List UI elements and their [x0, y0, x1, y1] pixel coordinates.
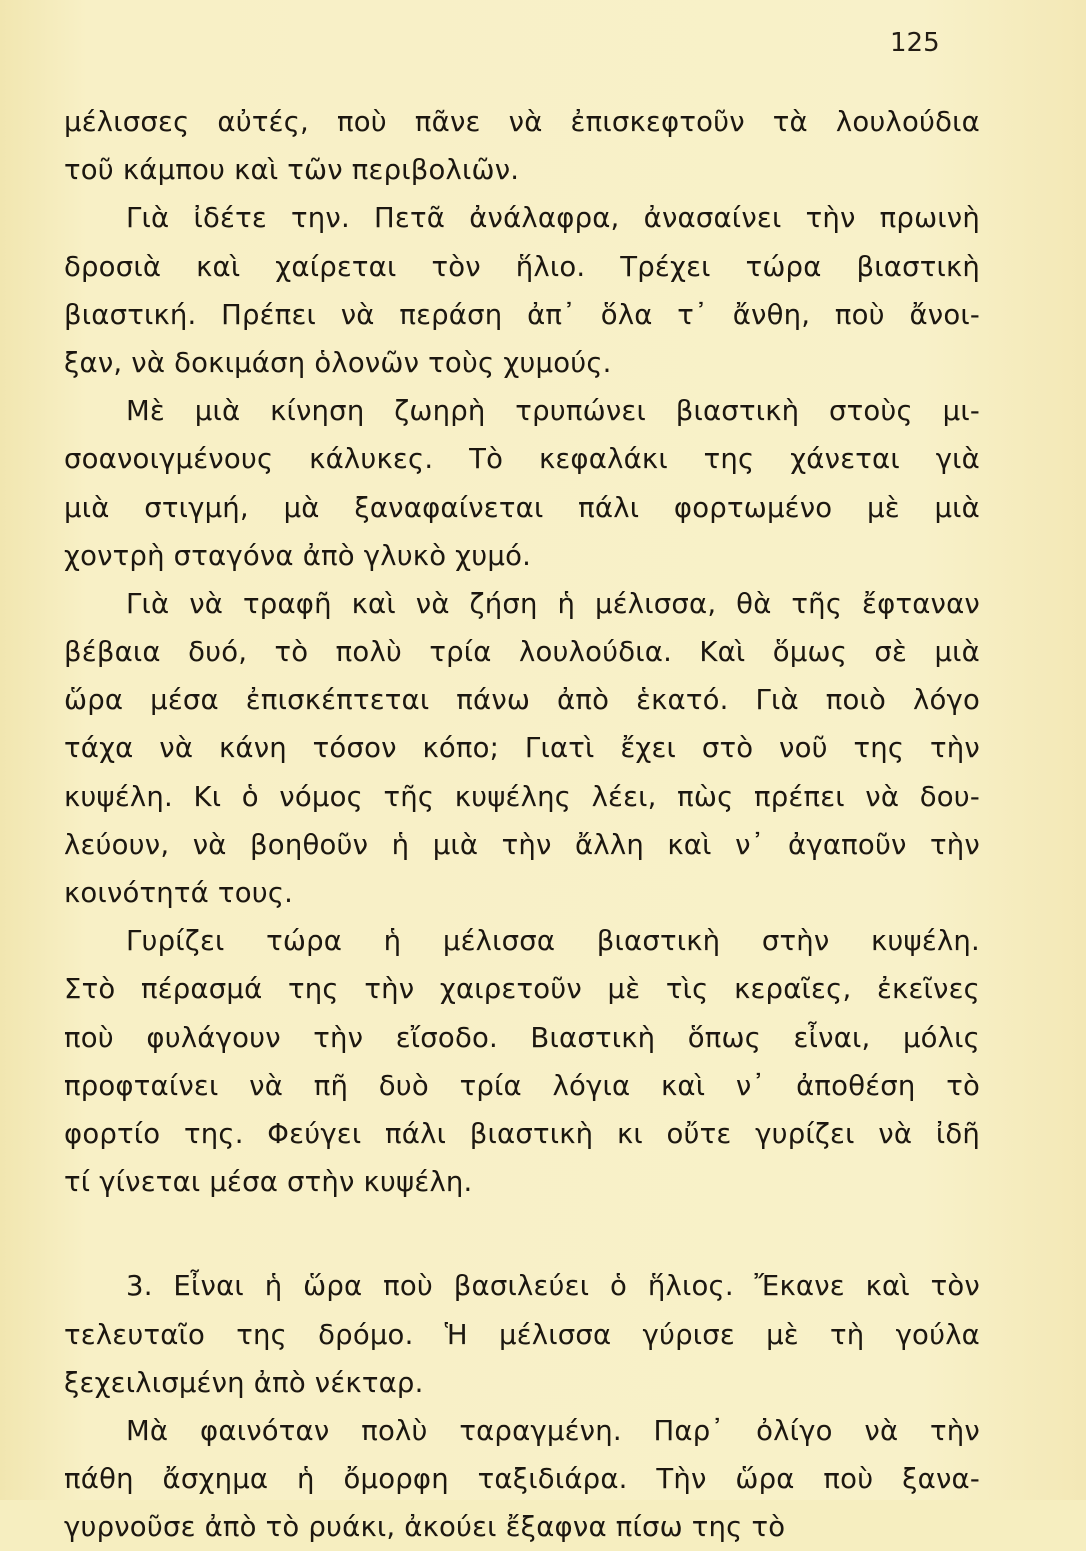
text-line: σοανοιγμένους κάλυκες. Τὸ κεφαλάκι της χάνεται γιὰ [64, 443, 980, 476]
paragraph [64, 1407, 980, 1551]
text-line: φορτίο της. Φεύγει πάλι βιαστικὴ κι οὔτε γυρίζει νὰ ἰδῆ [64, 1117, 980, 1150]
text-line: βιαστική. Πρέπει νὰ περάση ἀπ᾿ ὅλα τ᾿ ἄνθη, ποὺ ἄνοι- [64, 298, 980, 331]
text-line: πάθη ἄσχημα ἡ ὄμορφη ταξιδιάρα. Τὴν ὥρα ποὺ ξανα- [64, 1463, 980, 1496]
text-line: προφταίνει νὰ πῆ δυὸ τρία λόγια καὶ ν᾿ ἀποθέση τὸ [64, 1069, 980, 1102]
text-line: μιὰ στιγμή, μὰ ξαναφαίνεται πάλι φορτωμένο μὲ μιὰ [64, 491, 980, 524]
text-line: Γυρίζει τώρα ἡ μέλισσα βιαστικὴ στὴν κυψέλη. [126, 925, 980, 958]
paragraph [64, 98, 980, 194]
text-line: ξεχειλισμένη ἀπὸ νέκταρ. [64, 1366, 424, 1399]
text-line: Γιὰ νὰ τραφῆ καὶ νὰ ζήση ἡ μέλισσα, θὰ τῆς ἔφταναν [126, 587, 980, 620]
text-line: δροσιὰ καὶ χαίρεται τὸν ἥλιο. Τρέχει τώρα βιαστικὴ [64, 250, 980, 283]
text-line: Στὸ πέρασμά της τὴν χαιρετοῦν μὲ τὶς κεραῖες, ἐκεῖνες [64, 973, 980, 1006]
paragraph [64, 917, 980, 1206]
text-line: βέβαια δυό, τὸ πολὺ τρία λουλούδια. Καὶ ὅμως σὲ μιὰ [64, 636, 980, 669]
body-text [64, 98, 980, 1551]
text-line: ὥρα μέσα ἐπισκέπτεται πάνω ἀπὸ ἑκατό. Γιὰ ποιὸ λόγο [64, 684, 980, 717]
text-line: χοντρὴ σταγόνα ἀπὸ γλυκὸ χυμό. [64, 539, 532, 572]
paragraph [64, 1262, 980, 1407]
paragraph [64, 194, 980, 387]
text-line: τάχα νὰ κάνη τόσον κόπο; Γιατὶ ἔχει στὸ νοῦ της τὴν [64, 732, 980, 765]
text-line: τί γίνεται μέσα στὴν κυψέλη. [64, 1166, 473, 1199]
text-line: 3. Εἶναι ἡ ὥρα ποὺ βασιλεύει ὁ ἥλιος. Ἔκανε καὶ τὸν [126, 1270, 980, 1303]
text-line: λεύουν, νὰ βοηθοῦν ἡ μιὰ τὴν ἄλλη καὶ ν᾿ ἀγαποῦν τὴν [64, 828, 980, 861]
paragraph [64, 387, 980, 580]
text-line: ποὺ φυλάγουν τὴν εἴσοδο. Βιαστικὴ ὅπως εἶναι, μόλις [64, 1021, 980, 1054]
text-line: τελευταῖο της δρόμο. Ἡ μέλισσα γύρισε μὲ τὴ γούλα [64, 1318, 980, 1351]
text-line: γυρνοῦσε ἀπὸ τὸ ρυάκι, ἀκούει ἔξαφνα πίσω της τὸ [64, 1511, 786, 1544]
text-line: Γιὰ ἰδέτε την. Πετᾶ ἀνάλαφρα, ἀνασαίνει τὴν πρωινὴ [126, 202, 980, 235]
paragraph [64, 580, 980, 917]
text-line: κοινότητά τους. [64, 877, 294, 909]
text-line: ξαν, νὰ δοκιμάση ὁλονῶν τοὺς χυμούς. [64, 346, 612, 379]
text-line: μέλισσες αὐτές, ποὺ πᾶνε νὰ ἐπισκεφτοῦν τὰ λουλούδια [64, 106, 980, 138]
text-line: κυψέλη. Κι ὁ νόμος τῆς κυψέλης λέει, πὼς πρέπει νὰ δου- [64, 780, 980, 813]
text-line: Μὲ μιὰ κίνηση ζωηρὴ τρυπώνει βιαστικὴ στοὺς μι- [126, 395, 980, 428]
page-number: 125 [890, 28, 940, 58]
text-line: Μὰ φαινόταν πολὺ ταραγμένη. Παρ᾿ ὀλίγο νὰ τὴν [126, 1414, 980, 1447]
section-gap [64, 1206, 980, 1262]
text-line: τοῦ κάμπου καὶ τῶν περιβολιῶν. [64, 154, 520, 187]
